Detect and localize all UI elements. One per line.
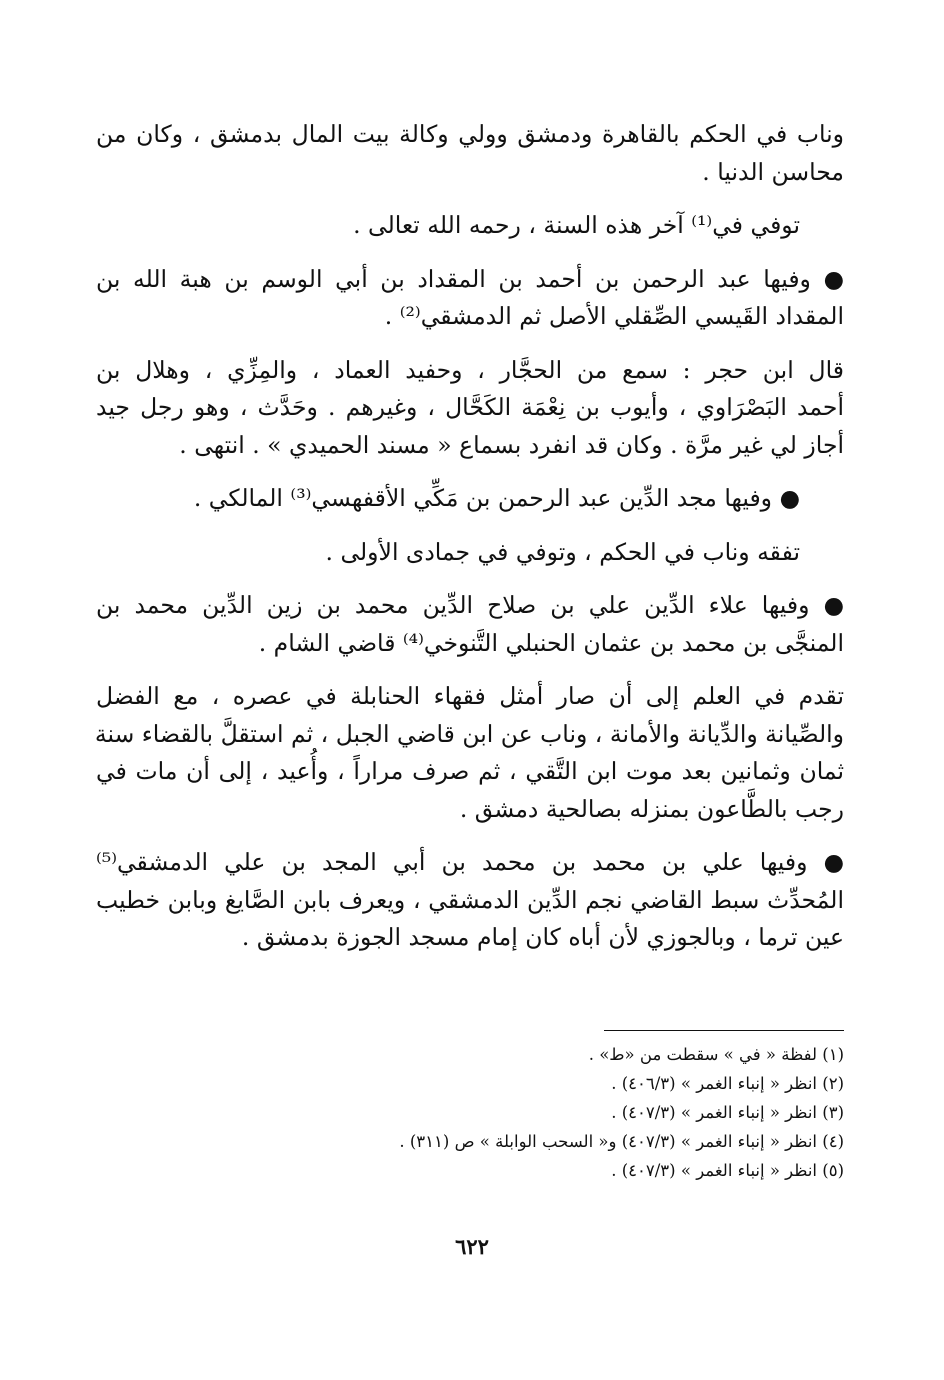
- footnote: (٤) انظر « إنباء الغمر » (٤٠٧/٣) و« السحب الوابلة » ص (٣١١) .: [399, 1132, 844, 1151]
- text-line: ● وفيها علي بن محمد بن محمد بن أبي المجد بن علي الدمشقي⁽⁵⁾: [96, 848, 844, 876]
- entry-ala-al-din: [96, 587, 844, 662]
- text-line: توفي في⁽¹⁾ آخر هذه السنة ، رحمه الله تعالى .: [353, 211, 800, 239]
- footnote: (٣) انظر « إنباء الغمر » (٤٠٧/٣) .: [611, 1103, 844, 1122]
- entry-abd-al-rahman: [96, 261, 844, 336]
- paragraph-tafaqqaha: [96, 534, 844, 572]
- text-line: والصِّيانة والدِّيانة والأمانة ، وناب عن ابن قاضي الجبل ، ثم استقلَّ بالقضاء سنة: [94, 719, 844, 748]
- text-line: المُحدِّث سبط القاضي نجم الدِّين الدمشقي ، ويعرف بابن الصَّايغ وبابن خطيب: [96, 885, 844, 914]
- text-line: عين ترما ، وبالجوزي لأن أباه كان إمام مسجد الجوزة بدمشق .: [241, 923, 844, 951]
- text-line: المنجَّى بن محمد بن عثمان الحنبلي التَّنوخي⁽⁴⁾ قاضي الشام .: [258, 628, 844, 657]
- text-line: محاسن الدنيا .: [702, 157, 844, 186]
- text-line: وناب في الحكم بالقاهرة ودمشق وولي وكالة بيت المال بدمشق ، وكان من: [96, 120, 844, 148]
- footnote: (١) لفظة « في » سقطت من «ط» .: [588, 1045, 844, 1064]
- text-line: ● وفيها مجد الدِّين عبد الرحمن بن مَكِّي الأقفهسي⁽³⁾ المالكي .: [193, 484, 800, 512]
- footnotes: [96, 1040, 844, 1185]
- text-line: رجب بالطَّاعون بمنزله بصالحية دمشق .: [459, 794, 844, 823]
- page-number: ٦٢٢: [455, 1234, 489, 1259]
- text-line: تفقه وناب في الحكم ، وتوفي في جمادى الأولى .: [325, 537, 800, 566]
- text-line: أجاز لي غير مرَّة . وكان قد انفرد بسماع « مسند الحميدي » . انتهى .: [179, 430, 844, 459]
- paragraph-1: [96, 116, 844, 191]
- paragraph-ibn-hajar: [96, 352, 844, 465]
- entry-majd-al-din: [96, 480, 844, 518]
- footnote: (٥) انظر « إنباء الغمر » (٤٠٧/٣) .: [611, 1161, 844, 1180]
- entry-ali-ibn-muhammad: [96, 844, 844, 957]
- text-line: تقدم في العلم إلى أن صار أمثل فقهاء الحنابلة في عصره ، مع الفضل: [96, 682, 844, 710]
- text-line: ثمان وثمانين بعد موت ابن التَّقي ، ثم صرف مراراً ، وأُعيد ، إلى أن مات في: [96, 757, 844, 785]
- text-line: قال ابن حجر : سمع من الحجَّار ، وحفيد العماد ، والمِزِّي ، وهلال بن: [96, 355, 844, 384]
- text-line: ● وفيها عبد الرحمن بن أحمد بن المقداد بن أبي الوسم بن هبة الله بن: [96, 264, 844, 293]
- paragraph-taqaddama: [96, 678, 844, 828]
- text-line: ● وفيها علاء الدِّين علي بن صلاح الدِّين محمد بن زين الدِّين محمد بن: [96, 591, 844, 619]
- footnote: (٢) انظر « إنباء الغمر » (٤٠٦/٣) .: [611, 1074, 844, 1093]
- text-line: المقداد القَيسي الصِّقلي الأصل ثم الدمشقي⁽²⁾ .: [384, 302, 844, 330]
- paragraph-2: [96, 207, 844, 245]
- text-line: أحمد البَصْرَاوي ، وأيوب بن نِعْمَة الكَحَّال ، وغيرهم . وحَدَّث ، وهو رجل جيد: [96, 393, 844, 421]
- body-text: [96, 116, 844, 957]
- footnote-separator: [604, 1030, 844, 1031]
